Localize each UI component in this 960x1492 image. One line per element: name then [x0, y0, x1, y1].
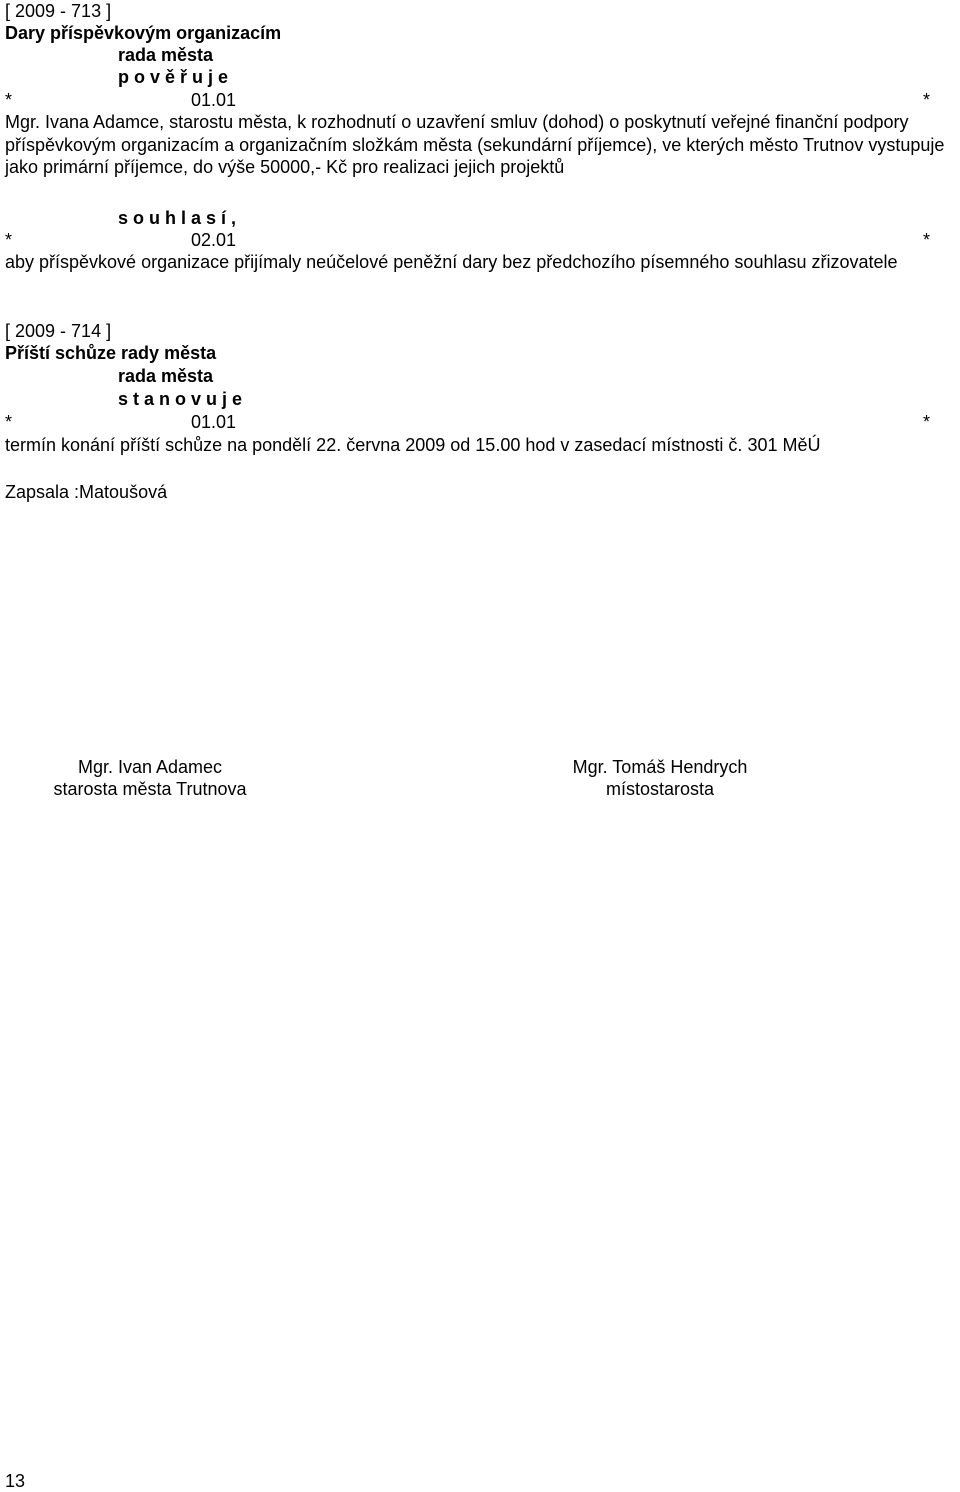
resolution-714-body: rada města — [118, 366, 214, 386]
resolution-714-ref: [ 2009 - 714 ] — [5, 321, 112, 341]
item-number: 02.01 — [191, 230, 237, 250]
star-left: * — [5, 90, 13, 110]
star-right: * — [922, 230, 930, 250]
page-number: 13 — [5, 1471, 26, 1491]
star-left: * — [5, 412, 13, 432]
resolution-713-ref: [ 2009 - 713 ] — [5, 1, 112, 21]
resolution-713-body: rada města — [118, 45, 214, 65]
item-number: 01.01 — [191, 412, 237, 432]
resolution-714-item1-text: termín konání příští schůze na pondělí 22. června 2009 od 15.00 hod v zasedací místnosti č. 301 MěÚ — [5, 435, 821, 455]
resolution-714-item1-header — [5, 411, 930, 433]
resolution-713-item2-header — [5, 229, 930, 251]
signature-right-role: místostarosta — [605, 779, 715, 799]
resolution-713-item1-header — [5, 89, 930, 111]
item-number: 01.01 — [191, 90, 237, 110]
star-right: * — [922, 90, 930, 110]
signature-left-name: Mgr. Ivan Adamec — [77, 757, 223, 777]
recorder-note: Zapsala :Matoušová — [5, 482, 168, 502]
signature-left-role: starosta města Trutnova — [53, 779, 247, 799]
resolution-713-title: Dary příspěvkovým organizacím — [5, 23, 282, 43]
resolution-713-verb-povéruje: p o v ě ř u j e — [118, 67, 229, 87]
star-right: * — [922, 412, 930, 432]
signature-right-name: Mgr. Tomáš Hendrych — [572, 757, 748, 777]
resolution-714-title: Příští schůze rady města — [5, 343, 217, 363]
star-left: * — [5, 230, 13, 250]
resolution-713-item1-text: Mgr. Ivana Adamce, starostu města, k rozhodnutí o uzavření smluv (dohod) o poskytnutí veřejné finanční podpory příspěvkovým organizacím a organizačním složkám města (sekundární příjemce), ve kterých město Trutnov vystupuje jako primární příjemce, do výše 50000,- Kč pro realizaci jejich projektů — [5, 112, 945, 177]
resolution-713-item2-text: aby příspěvkové organizace přijímaly neúčelové peněžní dary bez předchozího písemného souhlasu zřizovatele — [5, 252, 898, 272]
resolution-714-verb-stanovuje: s t a n o v u j e — [118, 389, 243, 409]
resolution-713-verb-souhlasi: s o u h l a s í , — [118, 208, 237, 228]
